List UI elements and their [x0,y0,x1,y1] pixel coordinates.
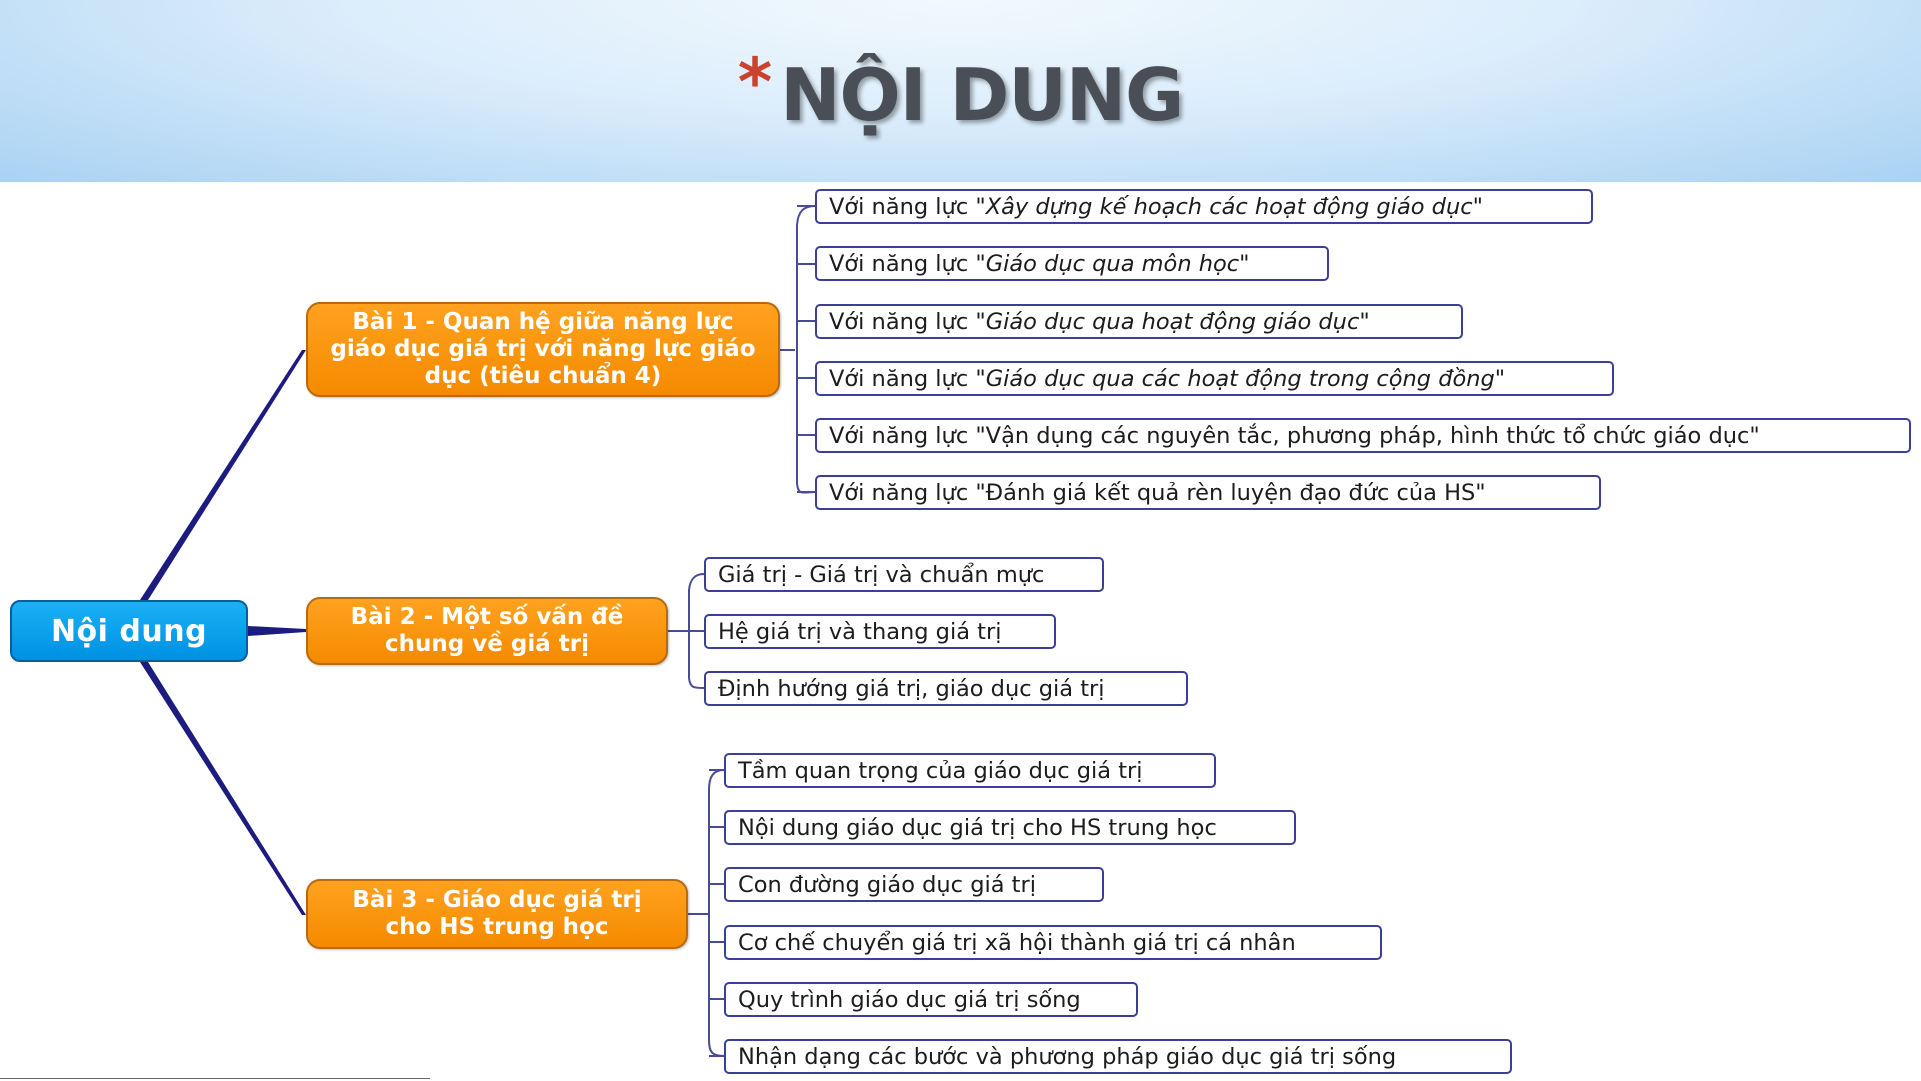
title-asterisk: * [737,44,773,121]
leaf-bai3-item-5[interactable]: Quy trình giáo dục giá trị sống [724,982,1138,1017]
leaf-bai1-item-6[interactable]: Với năng lực "Đánh giá kết quả rèn luyện đạo đức của HS" [815,475,1601,510]
leaf-bai1-item-3[interactable]: Với năng lực "Giáo dục qua hoạt động giáo dục" [815,304,1463,339]
title-text: NỘI DUNG [780,53,1184,137]
leaf-bai3-item-1[interactable]: Tầm quan trọng của giáo dục giá trị [724,753,1216,788]
leaf-bai3-item-6[interactable]: Nhận dạng các bước và phương pháp giáo dục giá trị sống [724,1039,1512,1074]
leaf-bai2-item-2[interactable]: Hệ giá trị và thang giá trị [704,614,1056,649]
branch-node-bai-3[interactable]: Bài 3 - Giáo dục giá trị cho HS trung học [306,879,688,949]
leaf-bai3-item-3[interactable]: Con đường giáo dục giá trị [724,867,1104,902]
leaf-bai2-item-3[interactable]: Định hướng giá trị, giáo dục giá trị [704,671,1188,706]
leaf-bai1-item-5[interactable]: Với năng lực "Vận dụng các nguyên tắc, phương pháp, hình thức tổ chức giáo dục" [815,418,1911,453]
bracket-branch-2 [668,574,704,688]
leaf-bai1-item-4[interactable]: Với năng lực "Giáo dục qua các hoạt động trong cộng đồng" [815,361,1614,396]
leaf-bai1-item-1[interactable]: Với năng lực "Xây dựng kế hoạch các hoạt động giáo dục" [815,189,1593,224]
bracket-branch-1 [780,206,815,493]
branch-node-bai-1[interactable]: Bài 1 - Quan hệ giữa năng lực giáo dục giá trị với năng lực giáo dục (tiêu chuẩn 4) [306,302,780,397]
leaf-bai1-item-2[interactable]: Với năng lực "Giáo dục qua môn học" [815,246,1329,281]
root-node[interactable]: Nội dung [10,600,248,662]
connector-root-branch-3 [140,662,306,915]
footer-divider [0,1078,430,1079]
leaf-bai2-item-1[interactable]: Giá trị - Giá trị và chuẩn mực [704,557,1104,592]
connector-root-branch-1 [140,350,306,600]
bracket-branch-3 [688,770,724,1056]
leaf-bai3-item-4[interactable]: Cơ chế chuyển giá trị xã hội thành giá trị cá nhân [724,925,1382,960]
leaf-bai3-item-2[interactable]: Nội dung giáo dục giá trị cho HS trung học [724,810,1296,845]
connector-root-branch-2 [248,626,306,636]
branch-node-bai-2[interactable]: Bài 2 - Một số vấn đề chung về giá trị [306,597,668,665]
